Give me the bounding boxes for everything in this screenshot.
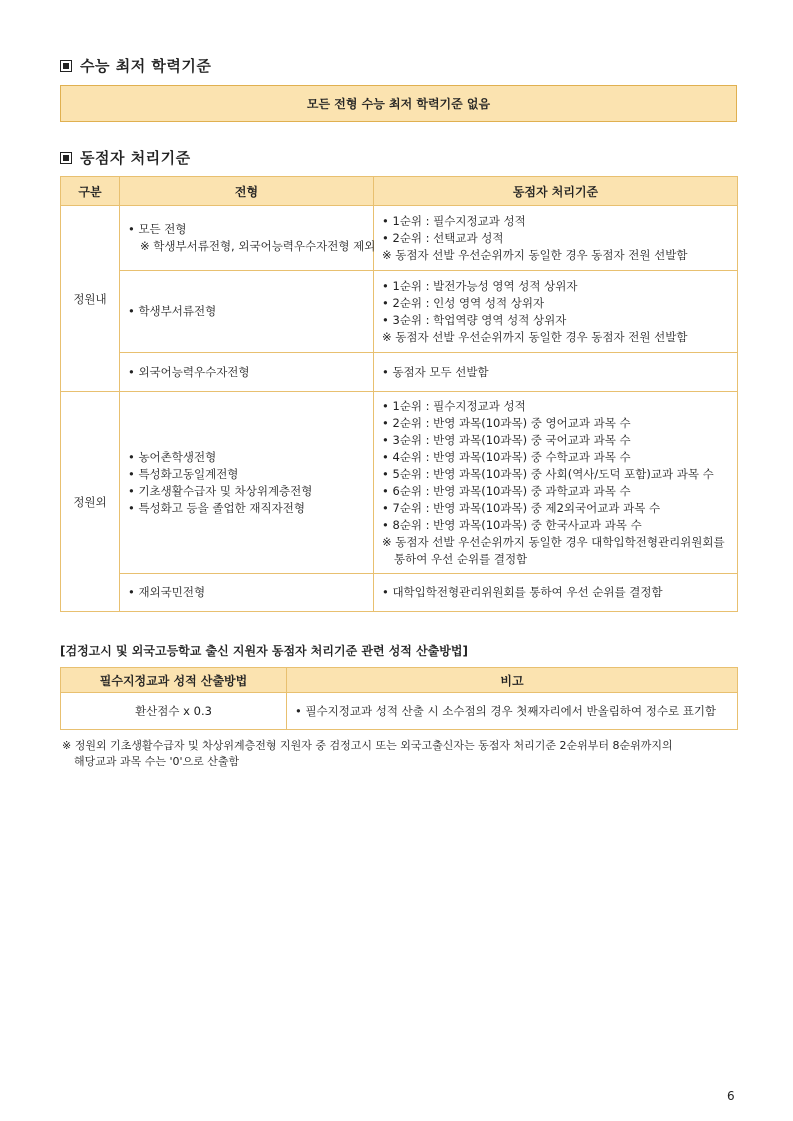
criteria-line: • 1순위 : 발전가능성 영역 성적 상위자: [382, 278, 578, 293]
criteria-line: • 8순위 : 반영 과목(10과목) 중 한국사교과 과목 수: [382, 517, 642, 532]
type-cell: [120, 271, 374, 353]
type-cell: [120, 353, 374, 392]
table-header-row: [61, 177, 738, 206]
type-line: • 기초생활수급자 및 차상위계층전형: [128, 483, 313, 498]
footnote-line: ※ 정원외 기초생활수급자 및 차상위계층전형 지원자 중 검정고시 또는 외국고출신자는 동점자 처리기준 2순위부터 8순위까지의: [62, 739, 673, 752]
tie-break-table: [60, 176, 738, 612]
criteria-line: • 3순위 : 반영 과목(10과목) 중 국어교과 과목 수: [382, 432, 631, 447]
type-line: • 농어촌학생전형: [128, 449, 217, 464]
criteria-cell: [374, 206, 738, 271]
square-bullet-icon: [60, 60, 72, 72]
page-number: 6: [727, 1089, 735, 1103]
criteria-line: • 5순위 : 반영 과목(10과목) 중 사회(역사/도덕 포함)교과 과목 수: [382, 466, 714, 481]
criteria-line: • 1순위 : 필수지정교과 성적: [382, 213, 526, 228]
group-out-cell: 정원외: [61, 392, 120, 612]
table-row: [61, 693, 738, 730]
note-line: • 필수지정교과 성적 산출 시 소수점의 경우 첫째자리에서 반올림하여 정수로 표기함: [295, 703, 717, 718]
criteria-line: • 4순위 : 반영 과목(10과목) 중 수학교과 과목 수: [382, 449, 631, 464]
criteria-line: ※ 동점자 선발 우선순위까지 동일한 경우 동점자 전원 선발함: [382, 247, 688, 262]
criteria-line: • 2순위 : 선택교과 성적: [382, 230, 504, 245]
criteria-cell: [374, 392, 738, 574]
criteria-line: ※ 동점자 선발 우선순위까지 동일한 경우 대학입학전형관리위원회를: [382, 534, 725, 549]
type-line: • 외국어능력우수자전형: [128, 364, 250, 379]
header-category: 구분: [61, 177, 120, 206]
table-row: [61, 353, 738, 392]
type-cell: [120, 392, 374, 574]
note-cell: [287, 693, 738, 730]
type-cell: [120, 574, 374, 612]
criteria-line: • 대학입학전형관리위원회를 통하여 우선 순위를 결정함: [382, 585, 663, 599]
group-in-cell: 정원내: [61, 206, 120, 392]
criteria-line: • 1순위 : 필수지정교과 성적: [382, 398, 526, 413]
criteria-line: • 2순위 : 반영 과목(10과목) 중 영어교과 과목 수: [382, 415, 631, 430]
criteria-line: ※ 동점자 선발 우선순위까지 동일한 경우 동점자 전원 선발함: [382, 329, 688, 344]
criteria-cell: [374, 271, 738, 353]
table-row: [61, 574, 738, 612]
grade-method-subheading: [검정고시 및 외국고등학교 출신 지원자 동점자 처리기준 관련 성적 산출방법]: [60, 644, 468, 658]
criteria-cell: [374, 574, 738, 612]
footnote-line: 해당교과 과목 수는 '0'으로 산출함: [74, 755, 240, 768]
criteria-line: • 6순위 : 반영 과목(10과목) 중 과학교과 과목 수: [382, 483, 631, 498]
table-row: [61, 271, 738, 353]
type-line: • 특성화고동일계전형: [128, 466, 239, 481]
table-row: [61, 392, 738, 574]
criteria-line: • 3순위 : 학업역량 영역 성적 상위자: [382, 312, 567, 327]
header-note: 비고: [287, 668, 738, 693]
square-bullet-icon: [60, 152, 72, 164]
table-row: [61, 206, 738, 271]
type-line: • 특성화고 등을 졸업한 재직자전형: [128, 500, 305, 515]
type-line: • 재외국민전형: [128, 585, 206, 599]
header-type: 전형: [120, 177, 374, 206]
method-cell: 환산점수 x 0.3: [61, 693, 287, 730]
header-method: 필수지정교과 성적 산출방법: [61, 668, 287, 693]
footnote: [62, 738, 742, 770]
section-title-csat: [60, 55, 211, 76]
grade-method-table: [60, 667, 738, 730]
type-cell: [120, 206, 374, 271]
section-title-text: 동점자 처리기준: [80, 149, 191, 167]
criteria-line: • 7순위 : 반영 과목(10과목) 중 제2외국어교과 과목 수: [382, 500, 661, 515]
criteria-cell: [374, 353, 738, 392]
type-line: • 모든 전형: [128, 222, 187, 236]
criteria-line: • 동점자 모두 선발함: [382, 364, 489, 379]
header-criteria: 동점자 처리기준: [374, 177, 738, 206]
section-title-text: 수능 최저 학력기준: [80, 57, 212, 75]
csat-banner: 모든 전형 수능 최저 학력기준 없음: [60, 85, 737, 122]
section-title-tie: [60, 147, 191, 168]
type-line: ※ 학생부서류전형, 외국어능력우수자전형 제외: [140, 239, 376, 253]
criteria-line: • 2순위 : 인성 영역 성적 상위자: [382, 295, 545, 310]
table-header-row: [61, 668, 738, 693]
type-line: • 학생부서류전형: [128, 304, 217, 318]
criteria-line: 통하여 우선 순위를 결정함: [394, 551, 528, 566]
